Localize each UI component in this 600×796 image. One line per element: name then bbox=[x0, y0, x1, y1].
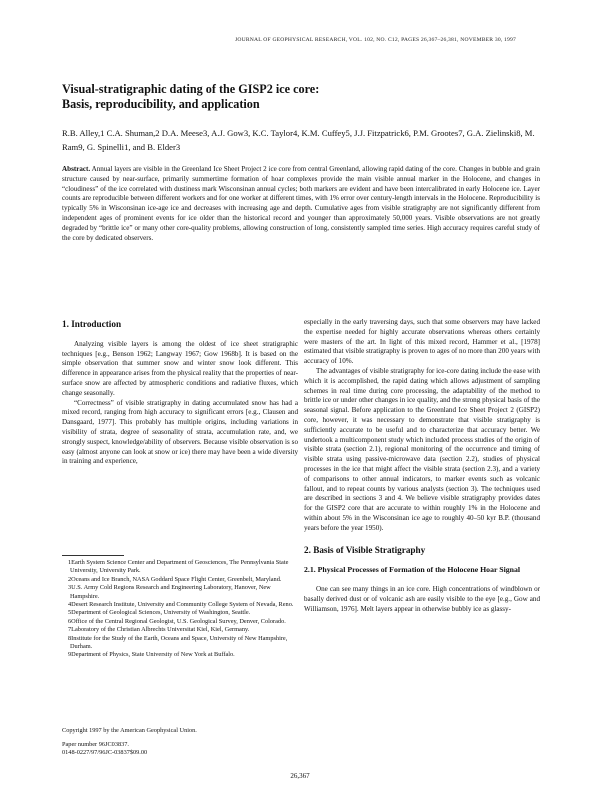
page-number: 26,367 bbox=[290, 772, 310, 780]
copyright-block bbox=[62, 727, 298, 758]
footnote-8: 8Institute for the Study of the Earth, Oceans and Space, University of New Hampshire, Durham. bbox=[68, 634, 288, 651]
section2-paragraph-1: One can see many things in an ice core. High concentrations of windblown or basally derived dust or of volcanic ash are easily visible to the eye [e.g., Gow and Williamson, 1976]. Melt layers appear in otherwise bubbly ice as glassy- bbox=[304, 585, 540, 613]
intro-paragraph-2-continued: especially in the early traversing days, such that some observers may have lacked the expertise needed for highly accurate observations whereas others certainly were masters of the art. In light of this mixed record, Hammer et al., [1978] estimated that visible stratigraphy is proven to ages of no more than 200 years with accuracy of 10%. bbox=[304, 318, 541, 366]
footnote-6: 6Office of the Central Regional Geologist, U.S. Geological Survey, Denver, Colorado. bbox=[68, 617, 286, 625]
right-column bbox=[304, 318, 540, 615]
abstract-label: Abstract. bbox=[62, 165, 91, 173]
copyright-line: Copyright 1997 by the American Geophysical Union. bbox=[62, 727, 197, 734]
intro-paragraph-1: Analyzing visible layers is among the oldest of ice sheet stratigraphic techniques [e.g., Benson 1962; Langway 1967; Gow 1968b]. It is based on the simple observation that summer snow and winter snow look different. This difference in appearance arises from the physical reality that the properties of near-surface snow are affected by atmospheric conditions and radiative fluxes, which change seasonally. bbox=[62, 339, 298, 397]
title-line-1: Visual-stratigraphic dating of the GISP2 ice core: bbox=[62, 82, 320, 96]
subsection-heading-2-1: 2.1. Physical Processes of Formation of the Holocene Hoar Signal bbox=[304, 565, 521, 575]
issn-code: 0148-0227/97/96JC-03837$09.00 bbox=[62, 749, 148, 757]
abstract bbox=[62, 165, 540, 243]
section-heading-introduction: 1. Introduction bbox=[62, 319, 122, 329]
paper-title bbox=[62, 82, 542, 112]
abstract-text: Annual layers are visible in the Greenland Ice Sheet Project 2 ice core from central Greenland, allowing rapid dating of the core. Changes in bubble and grain structure caused by near-surface, primarily summertime formation of hoar complexes provide the main visible annual marker in the Holocene, and changes in “cloudiness” of the ice correlated with dustiness mark Wisconsinan annual cycles; both markers are evident and have been intercalibrated in early Holocene ice. Layer counts are reproducible between different workers and for one worker at different times, with 1% error over century-length intervals in the Holocene. Reproducibility is typically 5% in Wisconsinan ice-age ice and decreases with increasing age and depth. Cumulative ages from visible stratigraphy are not significantly different from independent ages of prominent events for ice older than the historical record and younger than approximately 50,000 years. Visible observations are not greatly degraded by “brittle ice” or many other core-quality problems, allowing construction of long, consistently sampled time series. High accuracy requires careful study of the core by dedicated observers. bbox=[62, 165, 540, 242]
footnote-4: 4Desert Research Institute, University and Community College System of Nevada, Reno. bbox=[68, 601, 294, 609]
intro-paragraph-3: The advantages of visible stratigraphy for ice-core dating include the ease with which it is accomplished, the rapid dating which allows adjustment of sampling schemes in real time during core processing, the adaptability of the method to brittle ice or under other changes in ice quality, and the strong physical basis of the seasonal signal. Before application to the Greenland Ice Sheet Project 2 (GISP2) core, however, it was necessary to demonstrate that visible stratigraphy is sufficiently accurate to be useful and to characterize that accuracy better. We undertook a multicomponent study which included process studies of the origin of visible strata (section 2.1), regional monitoring of the occurrence and timing of visible strata using passive-microwave data (section 2.2), studies of physical processes in the ice that might affect the visible strata (section 2.3), and a variety of comparisons to other annual indicators, to marker events such as volcanic fallout, and to repeat counts by various analysts (section 3). The techniques used are described in sections 3 and 4. We believe visible stratigraphy provides dates for the GISP2 core that are accurate to within roughly 1% in the Holocene and within about 5% in the Wisconsinan ice age to roughly 40–50 kyr B.P. (thousand years before the year 1950). bbox=[304, 366, 540, 532]
title-line-2: Basis, reproducibility, and application bbox=[62, 97, 260, 111]
footnote-divider bbox=[62, 555, 124, 556]
footnote-9: 9Department of Physics, State University of New York at Buffalo. bbox=[68, 651, 235, 659]
author-list: R.B. Alley,1 C.A. Shuman,2 D.A. Meese3, A.J. Gow3, K.C. Taylor4, K.M. Cuffey5, J.J. Fitzpatrick6, P.M. Grootes7, G.A. Zielinski8, M. Ram9, G. Spinelli1, and B. Elder3 bbox=[62, 128, 535, 152]
running-head: JOURNAL OF GEOPHYSICAL RESEARCH, VOL. 102, NO. C12, PAGES 26,367–26,381, NOVEMBER 30, 1997 bbox=[235, 37, 516, 43]
footnote-1: 1Earth System Science Center and Department of Geosciences, The Pennsylvania State University, University Park. bbox=[68, 559, 289, 575]
affiliation-footnotes bbox=[62, 555, 298, 660]
section-heading-basis: 2. Basis of Visible Stratigraphy bbox=[304, 544, 426, 555]
footnote-3: 3U.S. Army Cold Regions Research and Engineering Laboratory, Hanover, New Hampshire. bbox=[68, 584, 271, 600]
paper-number: Paper number 96JC03837. bbox=[62, 741, 129, 749]
intro-paragraph-2: “Correctness” of visible stratigraphy in dating accumulated snow has had a mixed record, ranging from high accuracy to significant errors [e.g., Clausen and Dansgaard, 1977]. This probably has multiple origins, including variations in visibility of strata, degree of seasonality of strata, accumulation rate, and, we strongly suspect, knowledge/ability of observers. Because visible observation is so easy (almost anyone can look at snow or ice) there may have been a wide diversity in training and experience, bbox=[62, 398, 298, 466]
footnote-7: 7Laboratory of the Christian Albrechts Universitat Kiel, Kiel, Germany. bbox=[68, 626, 250, 634]
footnote-2: 2Oceans and Ice Branch, NASA Goddard Space Flight Center, Greenbelt, Maryland. bbox=[68, 575, 282, 583]
footnote-5: 5Department of Geological Sciences, University of Washington, Seattle. bbox=[68, 609, 251, 617]
left-column bbox=[62, 318, 298, 467]
